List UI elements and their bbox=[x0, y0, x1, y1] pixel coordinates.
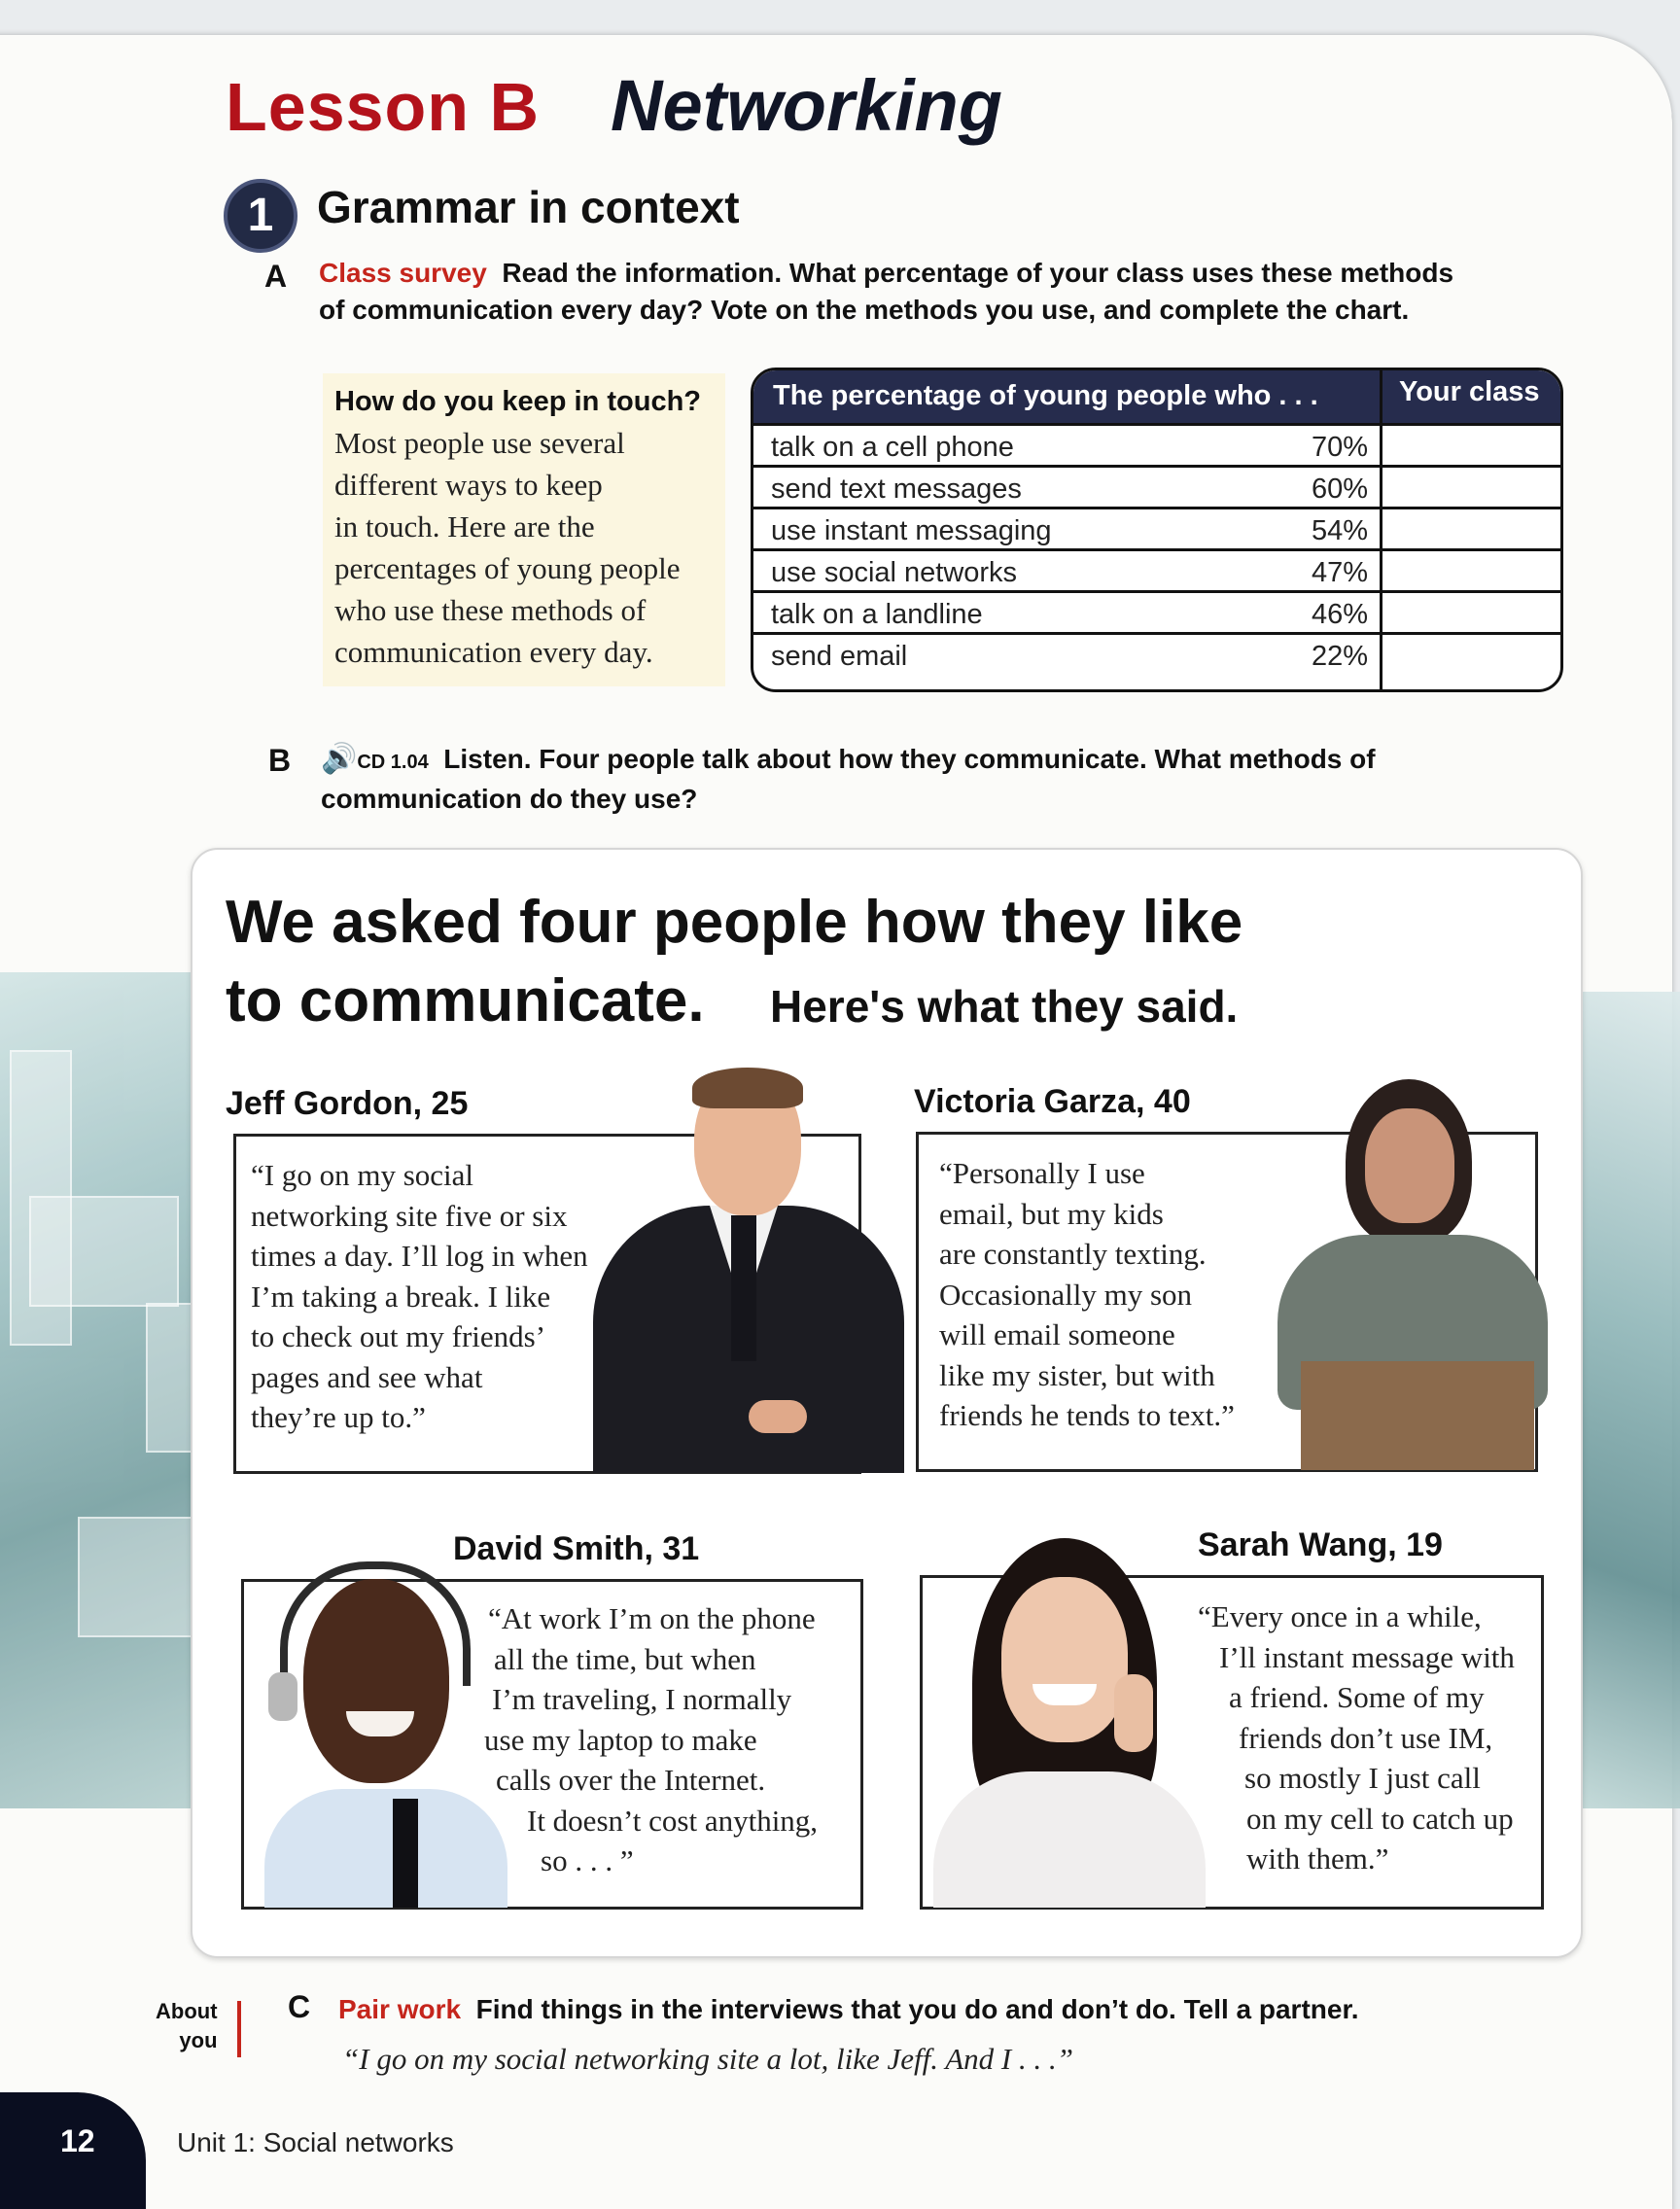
survey-table bbox=[751, 368, 1563, 692]
survey-row bbox=[753, 632, 1560, 674]
survey-row-percent: 47% bbox=[1311, 557, 1368, 588]
part-c-letter: C bbox=[288, 1989, 311, 2024]
survey-column-divider bbox=[1380, 370, 1382, 689]
quote-line: like my sister, but with bbox=[939, 1357, 1215, 1392]
quote-line: “At work I’m on the phone bbox=[488, 1601, 816, 1635]
info-line: percentages of young people bbox=[334, 551, 681, 585]
quote-line: friends don’t use IM, bbox=[1239, 1720, 1493, 1755]
quote-line: Occasionally my son bbox=[939, 1277, 1193, 1312]
quote-line: so mostly I just call bbox=[1244, 1761, 1481, 1795]
photo-sarah bbox=[924, 1528, 1215, 1908]
survey-row-percent: 22% bbox=[1311, 641, 1368, 672]
survey-row-label: talk on a cell phone bbox=[771, 432, 1014, 463]
quote-line: “Every once in a while, bbox=[1198, 1599, 1482, 1633]
quote-line: I’m taking a break. I like bbox=[251, 1279, 551, 1314]
info-text bbox=[334, 422, 714, 673]
survey-row bbox=[753, 465, 1560, 507]
info-line: communication every day. bbox=[334, 635, 653, 669]
quote-line: “I go on my social bbox=[251, 1158, 474, 1192]
survey-row-percent: 60% bbox=[1311, 473, 1368, 505]
info-line: different ways to keep bbox=[334, 468, 603, 502]
survey-row-percent: 46% bbox=[1311, 599, 1368, 630]
quote-line: so . . . ” bbox=[541, 1843, 634, 1877]
quote-line: use my laptop to make bbox=[484, 1722, 757, 1757]
about-label-line: About bbox=[156, 1999, 218, 2023]
person-name-david: David Smith, 31 bbox=[453, 1530, 700, 1567]
lesson-title: Networking bbox=[611, 65, 1002, 146]
cd-track: CD 1.04 bbox=[357, 752, 429, 773]
about-label-line: you bbox=[179, 2028, 218, 2052]
quote-line: they’re up to.” bbox=[251, 1400, 426, 1434]
quote-line: friends he tends to text.” bbox=[939, 1398, 1235, 1432]
survey-row bbox=[753, 548, 1560, 590]
photo-jeff bbox=[583, 1060, 904, 1473]
quote-line: It doesn’t cost anything, bbox=[527, 1803, 819, 1838]
interview-subheadline: Here's what they said. bbox=[770, 981, 1239, 1032]
survey-header-left: The percentage of young people who . . . bbox=[773, 380, 1318, 411]
info-question: How do you keep in touch? bbox=[334, 386, 701, 417]
part-a-line1: Read the information. What percentage of your class uses these methods bbox=[502, 258, 1454, 288]
section-title: Grammar in context bbox=[317, 182, 740, 232]
quote-line: all the time, but when bbox=[494, 1641, 756, 1676]
survey-row-percent: 70% bbox=[1311, 432, 1368, 463]
person-name-victoria: Victoria Garza, 40 bbox=[914, 1083, 1191, 1120]
survey-row-percent: 54% bbox=[1311, 515, 1368, 546]
survey-row bbox=[753, 590, 1560, 632]
survey-row bbox=[753, 423, 1560, 465]
part-c-example: “I go on my social networking site a lot, like Jeff. And I . . .” bbox=[342, 2042, 1073, 2076]
about-you-label bbox=[156, 1997, 218, 2055]
quote-line: networking site five or six bbox=[251, 1198, 568, 1233]
speaker-icon[interactable]: 🔊 bbox=[321, 743, 358, 775]
part-a-line2: of communication every day? Vote on the methods you use, and complete the chart. bbox=[319, 295, 1410, 325]
survey-row-label: talk on a landline bbox=[771, 599, 983, 630]
quote-line: pages and see what bbox=[251, 1359, 483, 1394]
section-number-badge: 1 bbox=[224, 179, 298, 253]
quote-line: are constantly texting. bbox=[939, 1237, 1207, 1271]
part-b-line2: communication do they use? bbox=[321, 784, 698, 814]
survey-row-label: send email bbox=[771, 641, 908, 672]
photo-david bbox=[245, 1556, 508, 1908]
survey-header-right: Your class bbox=[1399, 376, 1540, 407]
quote-line: email, but my kids bbox=[939, 1196, 1164, 1231]
quote-line: I’ll instant message with bbox=[1219, 1639, 1515, 1674]
survey-row-label: use instant messaging bbox=[771, 515, 1052, 546]
info-box bbox=[323, 373, 725, 686]
survey-row bbox=[753, 507, 1560, 548]
unit-footer: Unit 1: Social networks bbox=[177, 2127, 454, 2157]
survey-row-label: use social networks bbox=[771, 557, 1018, 588]
part-c-line: Find things in the interviews that you do and don’t do. Tell a partner. bbox=[475, 1994, 1359, 2024]
quote-david bbox=[484, 1598, 818, 1881]
part-b-letter: B bbox=[268, 743, 292, 778]
quote-line: calls over the Internet. bbox=[496, 1763, 766, 1797]
quote-jeff bbox=[251, 1155, 588, 1438]
info-line: who use these methods of bbox=[334, 593, 647, 627]
quote-victoria bbox=[939, 1153, 1235, 1436]
survey-row-label: send text messages bbox=[771, 473, 1022, 505]
info-line: Most people use several bbox=[334, 426, 625, 460]
part-a-tag: Class survey bbox=[319, 258, 487, 288]
page-number: 12 bbox=[60, 2123, 95, 2158]
survey-header bbox=[753, 370, 1560, 423]
photo-victoria bbox=[1272, 1069, 1548, 1470]
interview-headline-1: We asked four people how they like bbox=[226, 889, 1243, 956]
about-you-bar bbox=[237, 2001, 241, 2057]
part-c-instructions bbox=[338, 1991, 1602, 2028]
lesson-label: Lesson B bbox=[226, 69, 541, 145]
quote-line: times a day. I’ll log in when bbox=[251, 1239, 588, 1273]
part-b-instructions bbox=[321, 741, 1585, 818]
part-b-line1: Listen. Four people talk about how they communicate. What methods of bbox=[443, 744, 1376, 774]
info-line: in touch. Here are the bbox=[334, 509, 595, 543]
part-a-letter: A bbox=[264, 259, 288, 294]
quote-line: “Personally I use bbox=[939, 1156, 1145, 1190]
quote-sarah bbox=[1198, 1596, 1515, 1879]
part-c-tag: Pair work bbox=[338, 1994, 462, 2024]
interview-headline-2: to communicate. bbox=[226, 967, 705, 1034]
quote-line: to check out my friends’ bbox=[251, 1319, 546, 1353]
quote-line: on my cell to catch up bbox=[1246, 1801, 1514, 1836]
part-a-instructions bbox=[319, 255, 1583, 329]
quote-line: I’m traveling, I normally bbox=[492, 1682, 792, 1716]
quote-line: will email someone bbox=[939, 1317, 1175, 1351]
person-name-sarah: Sarah Wang, 19 bbox=[1198, 1526, 1443, 1563]
quote-line: a friend. Some of my bbox=[1229, 1680, 1485, 1714]
person-name-jeff: Jeff Gordon, 25 bbox=[226, 1085, 469, 1122]
quote-line: with them.” bbox=[1246, 1841, 1389, 1876]
